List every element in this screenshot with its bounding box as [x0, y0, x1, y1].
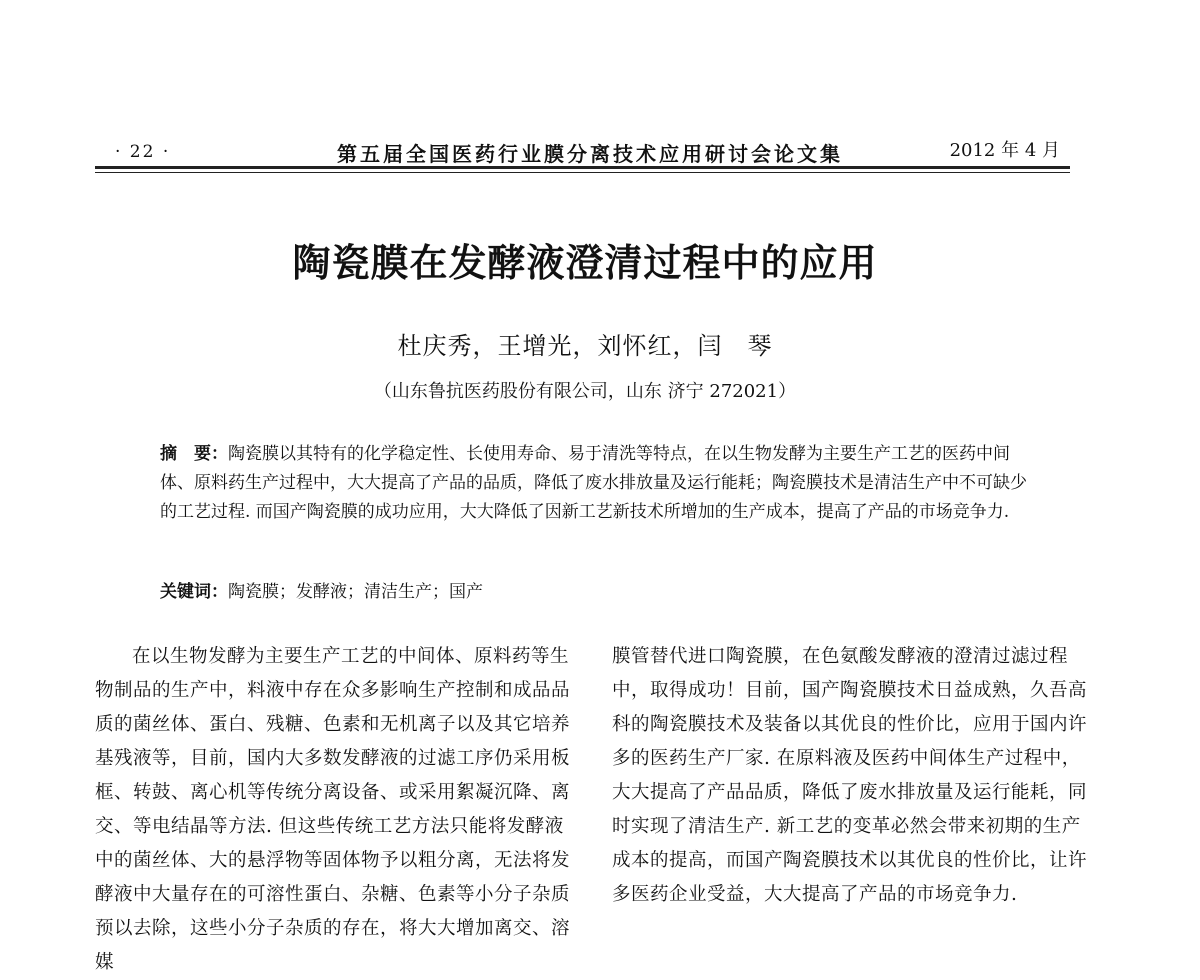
article-title: 陶瓷膜在发酵液澄清过程中的应用 — [292, 240, 878, 285]
author-list: 杜庆秀，王增光，刘怀红，闫 琴 — [397, 332, 773, 360]
page-number: · 22 · — [115, 142, 171, 162]
journal-title: 第五届全国医药行业膜分离技术应用研讨会论文集 — [337, 142, 843, 166]
abstract — [160, 440, 1040, 527]
body-column-right: 膜管替代进口陶瓷膜，在色氨酸发酵液的澄清过滤过程中，取得成功！目前，国产陶瓷膜技术日益成熟，久吾高科的陶瓷膜技术及装备以其优良的性价比，应用于国内许多的医药生产厂家. 在原料液及医药中间体生产过程中，大大提高了产品品质，降低了废水排放量及运行能耗，同时实现了清洁生产. 新工艺的变革必然会带来初期的生产成本的提高，而国产陶瓷膜技术以其优良的性价比，让许多医药企业受益，大大提高了产品的市场竞争力. — [612, 646, 1088, 905]
header-rule-thin — [95, 172, 1070, 173]
issue-date: 2012 年 4 月 — [949, 140, 1060, 161]
body-column-left: 在以生物发酵为主要生产工艺的中间体、原料药等生物制品的生产中，料液中存在众多影响生产控制和成品品质的菌丝体、蛋白、残糖、色素和无机离子以及其它培养基残液等，目前，国内大多数发酵液的过滤工序仍采用板框、转鼓、离心机等传统分离设备、或采用絮凝沉降、离交、等电结晶等方法. 但这些传统工艺方法只能将发酵液中的菌丝体、大的悬浮物等固体物予以粗分离，无法将发酵液中大量存在的可溶性蛋白、杂糖、色素等小分子杂质预以去除，这些小分子杂质的存在，将大大增加离交、溶媒 — [95, 646, 571, 973]
keywords-label: 关键词： — [160, 582, 228, 602]
keywords — [160, 578, 1040, 607]
abstract-label: 摘 要： — [160, 444, 228, 464]
header-rule-thick — [95, 166, 1070, 169]
affiliation: （山东鲁抗医药股份有限公司，山东 济宁 272021） — [373, 381, 797, 402]
keywords-text: 陶瓷膜；发酵液；清洁生产；国产 — [228, 582, 483, 602]
abstract-text: 陶瓷膜以其特有的化学稳定性、长使用寿命、易于清洗等特点，在以生物发酵为主要生产工艺的医药中间体、原料药生产过程中，大大提高了产品的品质，降低了废水排放量及运行能耗；陶瓷膜技术是清洁生产中不可缺少的工艺过程. 而国产陶瓷膜的成功应用，大大降低了因新工艺新技术所增加的生产成本，提高了产品的市场竞争力. — [160, 444, 1027, 522]
